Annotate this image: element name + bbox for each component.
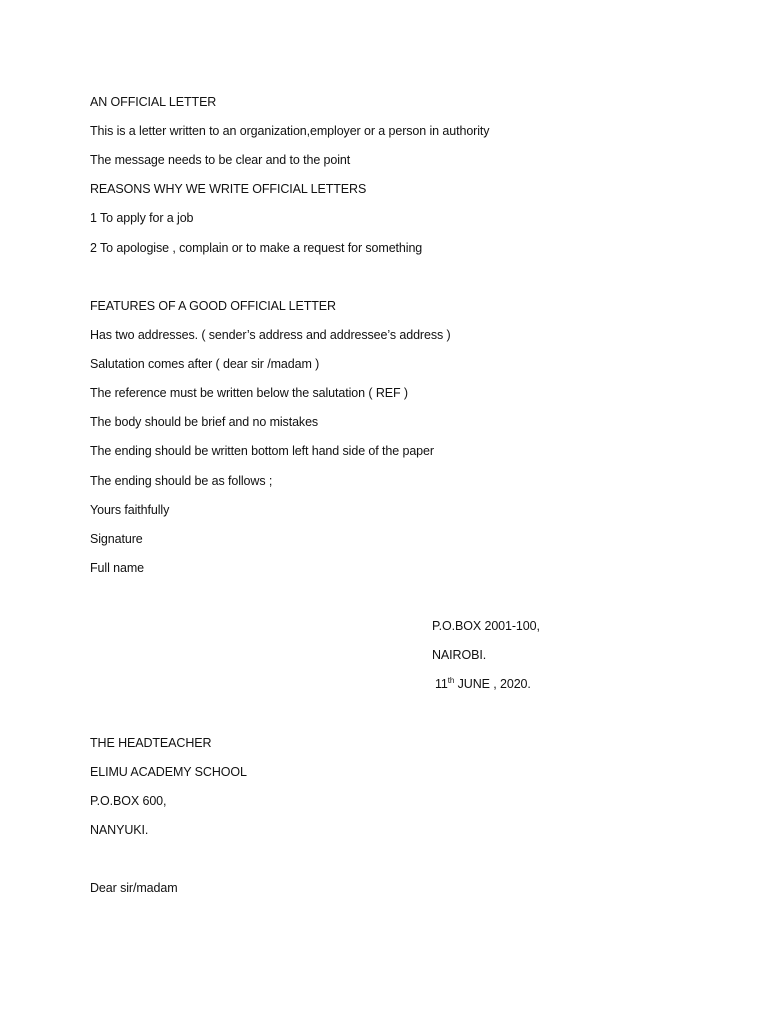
salutation: Dear sir/madam	[90, 881, 178, 895]
ending-item: Full name	[90, 561, 144, 575]
sender-address-line: NAIROBI.	[432, 648, 487, 662]
ending-item: Yours faithfully	[90, 503, 170, 517]
letter-date	[435, 676, 531, 692]
feature-item: Has two addresses. ( sender’s address and addressee’s address )	[90, 328, 451, 342]
features-heading: FEATURES OF A GOOD OFFICIAL LETTER	[90, 299, 336, 313]
date-suffix: th	[447, 676, 455, 685]
feature-item: The ending should be written bottom left hand side of the paper	[90, 444, 434, 458]
recipient-address-line: THE HEADTEACHER	[90, 736, 212, 750]
definition-text: This is a letter written to an organization,employer or a person in authority	[90, 124, 490, 138]
feature-item: The reference must be written below the salutation ( REF )	[90, 386, 408, 400]
date-rest: JUNE , 2020.	[454, 677, 531, 691]
reasons-heading: REASONS WHY WE WRITE OFFICIAL LETTERS	[90, 182, 367, 196]
feature-item: Salutation comes after ( dear sir /madam )	[90, 357, 320, 371]
date-day: 11	[435, 677, 448, 691]
recipient-address-line: P.O.BOX 600,	[90, 794, 167, 808]
sender-address-line: P.O.BOX 2001-100,	[432, 619, 540, 633]
recipient-address-line: NANYUKI.	[90, 823, 149, 837]
message-text: The message needs to be clear and to the point	[90, 153, 351, 167]
feature-item: The body should be brief and no mistakes	[90, 415, 319, 429]
reason-item: 2 To apologise , complain or to make a request for something	[90, 241, 423, 255]
feature-item: The ending should be as follows ;	[90, 474, 273, 488]
reason-item: 1 To apply for a job	[90, 211, 194, 225]
ending-item: Signature	[90, 532, 143, 546]
letter-title: AN OFFICIAL LETTER	[90, 95, 217, 109]
recipient-address-line: ELIMU ACADEMY SCHOOL	[90, 765, 247, 779]
